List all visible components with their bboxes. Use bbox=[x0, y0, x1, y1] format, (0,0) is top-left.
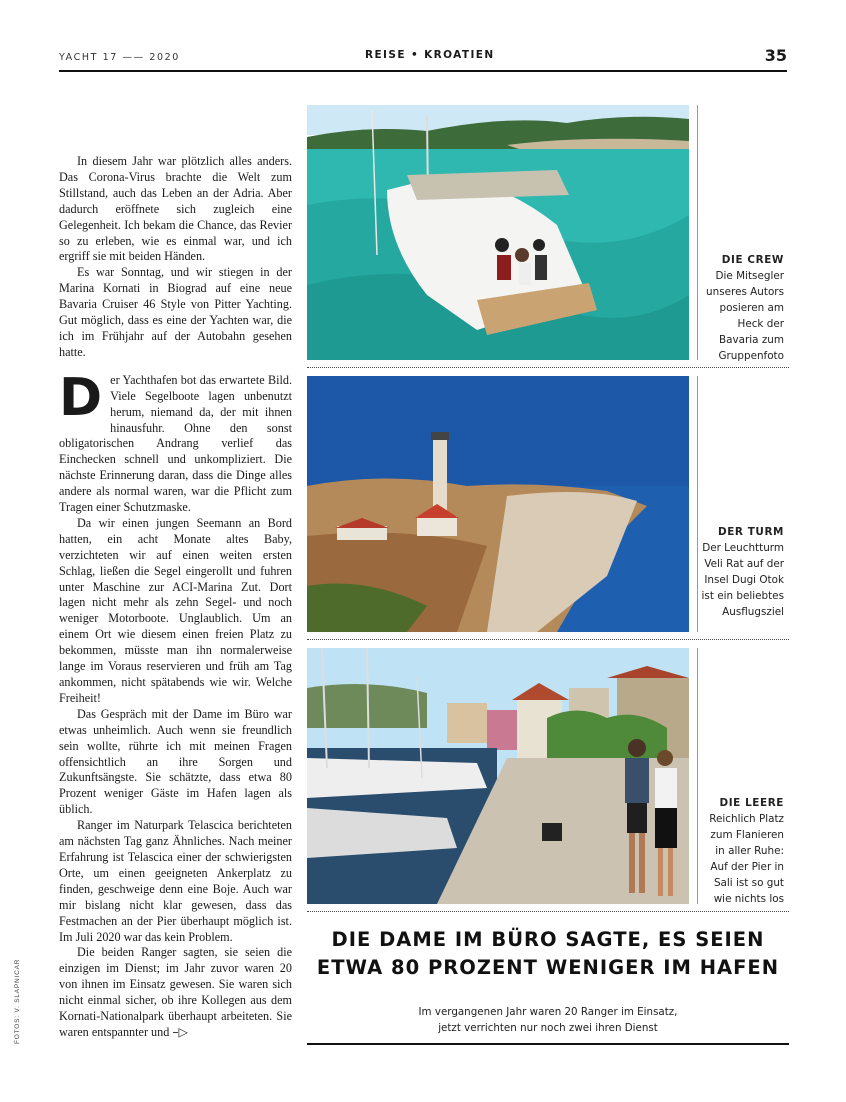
paragraph-dropcap: Der Yachthafen bot das erwartete Bild. Viele Segelboote lagen unbenutzt herum, niemand da, der mit ihnen hinausfuhr. Ohne den sonst obligatorischen Andrang verlief das Einchecken schnell und unkompliziert. Die nächste Erinnerung daran, dass die Dinge alles andere als normal waren, war die Pflicht zum Tragen einer Schutzmaske. bbox=[59, 367, 292, 515]
caption-lighthouse bbox=[700, 524, 784, 620]
caption-pier bbox=[700, 795, 784, 907]
dotted-divider bbox=[307, 367, 789, 368]
caption-title: DIE LEERE bbox=[719, 797, 784, 809]
page-header bbox=[59, 46, 787, 70]
caption-title: DIE CREW bbox=[721, 254, 784, 266]
photo-crew bbox=[307, 105, 689, 360]
drop-cap: D bbox=[59, 367, 103, 428]
photo-pier bbox=[307, 648, 689, 904]
header-rule bbox=[59, 70, 787, 72]
caption-crew bbox=[700, 252, 784, 364]
pull-quote-rule bbox=[307, 1043, 789, 1045]
dotted-divider bbox=[307, 911, 789, 912]
magazine-issue: YACHT 17 —— 2020 bbox=[59, 52, 180, 63]
paragraph: Da wir einen jungen Seemann an Bord hatten, ein acht Monate altes Baby, verzichteten wir auf einen weiten ersten Schlag, ließen die Segel eingerollt und fuhren unter Maschine zur ACI-Marina Zut. Dort lagen nicht mehr als zehn Segel- und noch weniger Motorboote. Unglaublich. Um an einem Ort wie diesem einen freien Platz zu bekommen, müsste man ihn normalerweise lange im Voraus reservieren und früh am Tag ankommen, nicht spätabends wie wir. Welche Freiheit! bbox=[59, 515, 292, 705]
caption-title: DER TURM bbox=[717, 526, 784, 538]
pull-quote-subtitle: Im vergangenen Jahr waren 20 Ranger im Einsatz, jetzt verrichten nur noch zwei ihren Dienst bbox=[418, 1006, 678, 1034]
section-title: REISE • KROATIEN bbox=[365, 49, 495, 61]
paragraph: Es war Sonntag, und wir stiegen in der Marina Kornati in Biograd auf eine neue Bavaria Cruiser 46 Style von Pitter Yachting. Gut möglich, dass es eine der Yachten war, die ich im Frühjahr auf der Autobahn gesehen hatte. bbox=[59, 265, 292, 359]
paragraph: In diesem Jahr war plötzlich alles anders. Das Corona-Virus brachte die Welt zum Stillstand, auch das Leben an der Adria. Aber dadurch eröffnete sich zugleich eine Gelegenheit. Ich bekam die Chance, das Revier so zu erleben, wie es einmal war, und ich ergriff sie mit beiden Händen. bbox=[59, 154, 292, 264]
caption-text: Der Leuchtturm Veli Rat auf der Insel Dugi Otok ist ein beliebtes Ausflugsziel bbox=[701, 542, 784, 618]
pull-quote bbox=[307, 926, 789, 1036]
page-number: 35 bbox=[764, 46, 787, 65]
pull-quote-title: DIE DAME IM BÜRO SAGTE, ES SEIEN ETWA 80 PROZENT WENIGER IM HAFEN bbox=[316, 928, 780, 979]
photo-lighthouse bbox=[307, 376, 689, 632]
dotted-divider bbox=[307, 639, 789, 640]
paragraph: Ranger im Naturpark Telascica berichteten am nächsten Tag ganz Ähnliches. Nach meiner Erfahrung ist Telascica einer der schwierigsten Orte, um einen geeigneten Ankerplatz zu finden, geschweige denn eine Boje. Auch war mir bislang nicht klar gewesen, dass das Festmachen an der Pier überhaupt möglich ist. Im Juli 2020 war das kein Problem. bbox=[59, 818, 292, 944]
photo-credit: FOTOS: V. SLAPNICAR bbox=[14, 958, 21, 1044]
caption-separator bbox=[697, 648, 698, 904]
caption-separator bbox=[697, 105, 698, 360]
paragraph: Die beiden Ranger sagten, sie seien die einzigen im Dienst; im Jahr zuvor waren 20 von ihnen im Einsatz gewesen. Sie waren sich nicht einmal sicher, ob ihre Kollegen aus dem Kornati-Nationalpark überhaupt arbeiteten. Sie waren entspannter und –▷ bbox=[59, 945, 292, 1039]
continue-arrow-icon: –▷ bbox=[172, 1024, 188, 1039]
paragraph: Das Gespräch mit der Dame im Büro war etwas unheimlich. Auch wenn sie freundlich sein wollte, rührte ich mit meinen Fragen offensichtlich an ihre Sorgen und Zukunftsängste. Sie schätzte, dass etwa 80 Prozent weniger Gäste im Hafen lagen als üblich. bbox=[59, 706, 292, 817]
caption-text: Reichlich Platz zum Flanieren in aller Ruhe: Auf der Pier in Sali ist so gut wie nichts los bbox=[709, 813, 784, 905]
article-text-column bbox=[59, 154, 292, 1041]
caption-separator bbox=[697, 376, 698, 632]
caption-text: Die Mitsegler unseres Autors posieren am Heck der Bavaria zum Gruppenfoto bbox=[706, 270, 784, 362]
